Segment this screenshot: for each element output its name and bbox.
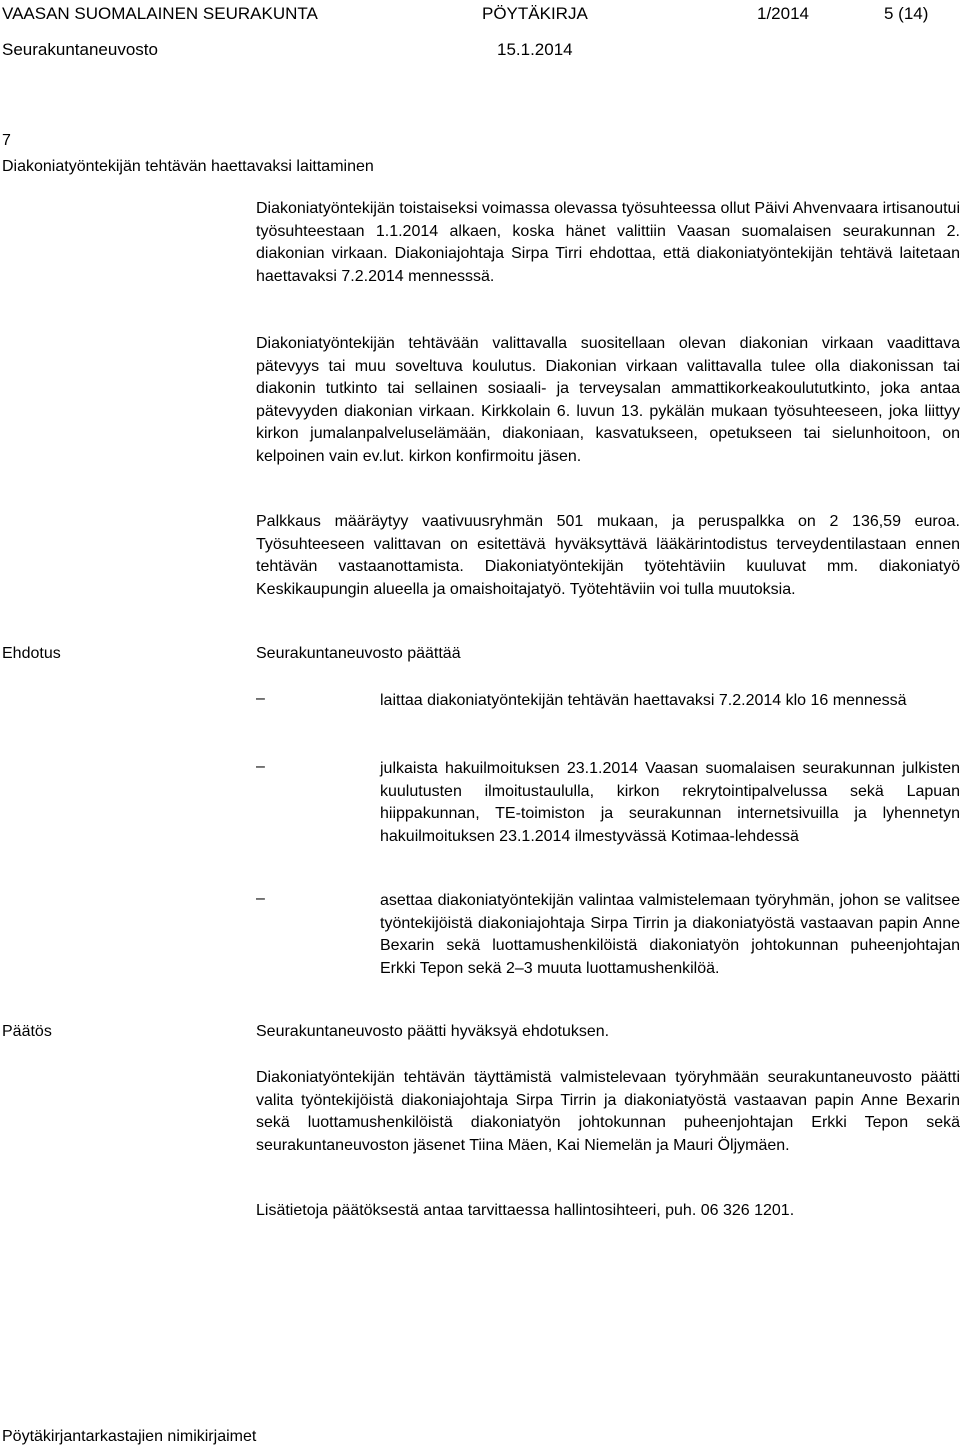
proposal-label: Ehdotus — [2, 645, 61, 662]
decision-text: Seurakuntaneuvosto päätti hyväksyä ehdotuksen. — [256, 1023, 610, 1040]
header-doc-type: PÖYTÄKIRJA — [482, 4, 588, 23]
proposal-item-text: julkaista hakuilmoituksen 23.1.2014 Vaasan suomalaisen seurakunnan julkisten kuulutusten ilmoitustaululla, kirkon rekrytointipalvelussa sekä Lapuan hiippakunnan, TE-toimiston ja seurakunnan internetsivuilla ja lyhennetyn hakuilmoituksen 23.1.2014 ilmestyvässä Kotimaa-lehdessä — [380, 760, 960, 845]
section-title: Diakoniatyöntekijän tehtävän haettavaksi laittaminen — [2, 158, 374, 175]
proposal-item-text: asettaa diakoniatyöntekijän valintaa valmistelemaan työryhmän, johon se valitsee työntekijöistä diakoniajohtaja Sirpa Tirrin ja diakoniatyöstä vastaavan papin Anne Bexarin sekä luottamushenkilöistä diakoniatyön johtokunnan puheenjohtajan Erkki Tepon sekä 2–3 muuta luottamushenkilöä. — [380, 892, 960, 977]
header-org: VAASAN SUOMALAINEN SEURAKUNTA — [2, 4, 318, 23]
header-date: 15.1.2014 — [497, 40, 573, 59]
header-doc-number: 1/2014 — [757, 4, 809, 23]
header-body: Seurakuntaneuvosto — [2, 40, 158, 59]
proposal-item-text: laittaa diakoniatyöntekijän tehtävän haettavaksi 7.2.2014 klo 16 mennessä — [380, 692, 907, 709]
footer-initials-label: Pöytäkirjantarkastajien nimikirjaimet — [2, 1428, 257, 1445]
dash-bullet: – — [256, 758, 265, 775]
decision-paragraph-workgroup: Diakoniatyöntekijän tehtävän täyttämistä valmistelevaan työryhmään seurakuntaneuvosto päätti valita työntekijöistä diakoniajohtaja Sirpa Tirrin ja diakoniatyöstä vastaavan papin Anne Bexarin sekä luottamushenkilöistä diakoniatyön johtokunnan puheenjohtajan Erkki Tepon sekä seurakuntaneuvoston jäsenet Tiina Mäen, Kai Niemelän ja Mauri Öljymäen. — [256, 1069, 960, 1154]
paragraph-qualifications: Diakoniatyöntekijän tehtävään valittavalla suositellaan olevan diakonian virkaan vaadittava pätevyys tai muu soveltuva koulutus. Diakonian virkaan valittavalla tulee olla diakonissan tai diakonin tutkinto tai sellainen sosiaali- ja terveysalan ammattikorkeakoulututkinto, joka antaa pätevyyden diakonian virkaan. Kirkkolain 6. luvun 13. pykälän mukaan työsuhteeseen, joka liittyy kirkon jumalanpalveluselämään, diakoniaan, kasvatukseen, opetukseen tai sielunhoitoon, on kelpoinen vain ev.lut. kirkon konfirmoitu jäsen. — [256, 335, 960, 465]
dash-bullet: – — [256, 890, 265, 907]
paragraph-salary: Palkkaus määräytyy vaativuusryhmän 501 mukaan, ja peruspalkka on 2 136,59 euroa. Työsuhteeseen valittavan on esitettävä hyväksyttävä lääkärintodistus terveydentilastaan ennen tehtävän vastaanottamista. Diakoniatyöntekijän työtehtäviin kuuluvat mm. diakoniatyö Keskikaupungin alueella ja omaishoitajatyö. Työtehtäviin voi tulla muutoksia. — [256, 513, 960, 598]
decision-label: Päätös — [2, 1023, 52, 1040]
section-number: 7 — [2, 132, 11, 149]
paragraph-background: Diakoniatyöntekijän toistaiseksi voimassa olevassa työsuhteessa ollut Päivi Ahvenvaara irtisanoutui työsuhteestaan 1.1.2014 alkaen, koska hänet valittiin Vaasan suomalaisen seurakunnan 2. diakonian virkaan. Diakoniajohtaja Sirpa Tirri ehdottaa, että diakoniatyöntekijän tehtävä laitetaan haettavaksi 7.2.2014 mennesssä. — [256, 200, 960, 285]
header-page: 5 (14) — [884, 4, 929, 23]
decision-paragraph-contact: Lisätietoja päätöksestä antaa tarvittaessa hallintosihteeri, puh. 06 326 1201. — [256, 1202, 795, 1219]
proposal-intro: Seurakuntaneuvosto päättää — [256, 645, 461, 662]
dash-bullet: – — [256, 690, 265, 707]
